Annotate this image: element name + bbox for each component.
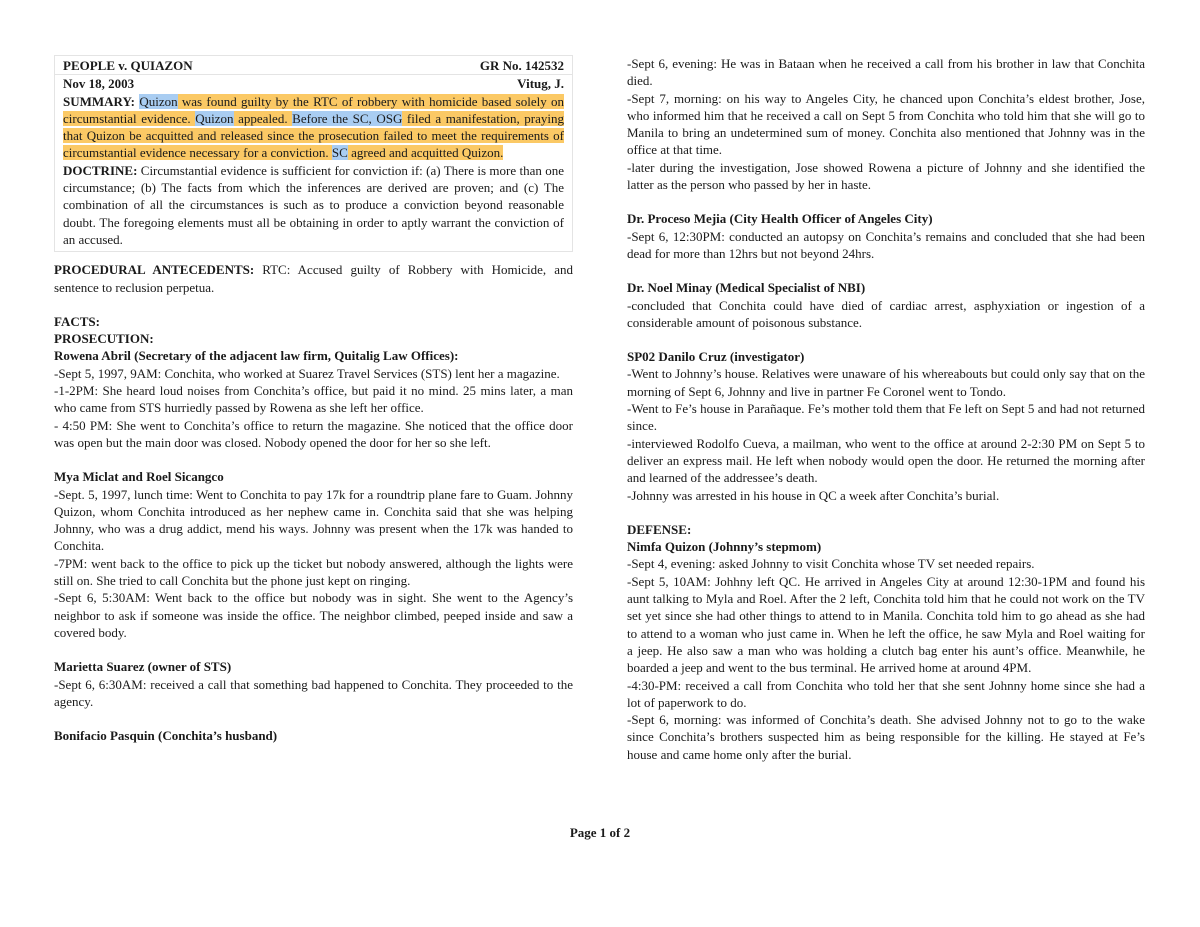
facts-heading: FACTS:	[54, 313, 100, 329]
witness-name-rowena: Rowena Abril (Secretary of the adjacent law firm, Quitalig Law Offices):	[54, 348, 459, 364]
witness-line: -4:30-PM: received a call from Conchita who told her that she sent Johnny home since she had a lot of paperwork to do.	[627, 677, 1145, 710]
case-header-row-2	[63, 75, 564, 92]
witness-line: -Sept 6, 5:30AM: Went back to the office but nobody was in sight. She went to the Agency’s neighbor to ask if someone was inside the office. The neighbor climbed, peeped inside and saw a covered body.	[54, 590, 573, 640]
witness-line: -Sept 4, evening: asked Johnny to visit Conchita whose TV set needed repairs.	[627, 556, 1035, 572]
witness-name-mya: Mya Miclat and Roel Sicangco	[54, 469, 224, 485]
procedural-paragraph	[54, 261, 573, 296]
witness-line: -later during the investigation, Jose showed Rowena a picture of Johnny and she identified the latter as the person who passed by her in haste.	[627, 159, 1145, 193]
witness-line: -1-2PM: She heard loud noises from Conchita’s office, but paid it no mind. 25 mins later, a man who came from STS hurriedly passed by Rowena as she left her office.	[54, 383, 573, 416]
witness-name-nimfa: Nimfa Quizon (Johnny’s stepmom)	[627, 539, 822, 555]
case-title: PEOPLE v. QUIAZON	[63, 58, 193, 73]
summary-highlight-4: appealed.	[233, 110, 293, 126]
doctrine-text: Circumstantial evidence is sufficient for conviction if: (a) There is more than one circumstance; (b) The facts from which the inferences are derived are proven; and (c) The combination of all the circumstances is such as to produce a conviction beyond reasonable doubt. The foregoing elements must all be obtaining in order to aptly warrant the conviction of an accused.	[63, 162, 564, 247]
witness-name-mejia: Dr. Proceso Mejia (City Health Officer of Angeles City)	[627, 211, 933, 227]
summary-highlight-8: agreed and acquitted Quizon.	[347, 145, 504, 161]
procedural-label: PROCEDURAL ANTECEDENTS:	[54, 262, 255, 278]
case-date: Nov 18, 2003	[63, 76, 135, 92]
witness-name-marietta: Marietta Suarez (owner of STS)	[54, 659, 232, 675]
witness-line: - 4:50 PM: She went to Conchita’s office to return the magazine. She noticed that the office door was open but the main door was closed. Nobody opened the door for her so she left.	[54, 417, 573, 450]
case-header-row-1	[55, 57, 572, 75]
gr-number: GR No. 142532	[479, 58, 564, 73]
left-column	[54, 55, 573, 744]
witness-line: -Sept 6, morning: was informed of Conchita’s death. She advised Johnny not to go to the wake since Conchita’s brothers suspected him as being responsible for the killing. He stayed at Fe’s house and came home only after the burial.	[627, 712, 1145, 762]
ponente: Vitug, J.	[517, 76, 564, 92]
witness-line: -Sept 6, 6:30AM: received a call that something bad happened to Conchita. They proceeded to the agency.	[54, 676, 573, 709]
witness-line: -Sept 6, 12:30PM: conducted an autopsy on Conchita’s remains and concluded that she had been dead for more than 12hrs but not beyond 24hrs.	[627, 228, 1145, 261]
witness-line: -Johnny was arrested in his house in QC a week after Conchita’s burial.	[627, 487, 1000, 503]
prosecution-heading: PROSECUTION:	[54, 331, 154, 347]
page-number: Page 1 of 2	[569, 825, 631, 840]
witness-name-minay: Dr. Noel Minay (Medical Specialist of NBI)	[627, 280, 866, 296]
witness-line: -Went to Fe’s house in Parañaque. Fe’s mother told them that Fe left on Sept 5 and had not returned since.	[627, 401, 1145, 434]
right-column	[627, 55, 1145, 763]
witness-line: -Sept 6, evening: He was in Bataan when he received a call from his brother in law that Conchita died.	[627, 56, 1145, 89]
summary-highlight-5: Before the SC, OSG	[292, 110, 403, 126]
witness-line: -Sept 7, morning: on his way to Angeles City, he chanced upon Conchita’s eldest brother, Jose, who informed him that he received a call on Sept 5 from Conchita who told him that she will go to Manila to bring an undetermined sum of money. Conchita also mentioned that Johnny was in the office at that time.	[627, 90, 1145, 158]
summary-label: SUMMARY:	[63, 93, 136, 109]
witness-line: -7PM: went back to the office to pick up the ticket but nobody answered, although the lights were still on. She tried to call Conchita but the phone just kept on ringing.	[54, 555, 573, 589]
witness-line: -Went to Johnny’s house. Relatives were unaware of his whereabouts but could only say that on the morning of Sept 6, Johnny and live in partner Fe Coronel went to Tondo.	[627, 366, 1145, 399]
summary-highlight-6: filed a manifestation, praying that Quizon be acquitted and released since the prosecution failed to meet the requirements of circumstantial evidence necessary for a conviction.	[63, 110, 564, 161]
summary-highlight-3: Quizon	[195, 110, 234, 126]
witness-name-bonifacio: Bonifacio Pasquin (Conchita’s husband)	[54, 728, 278, 744]
witness-line: -concluded that Conchita could have died of cardiac arrest, asphyxiation or ingestion of a considerable amount of poisonous substance.	[627, 297, 1145, 330]
summary-highlight-2: was found guilty by the RTC of robbery with homicide based solely on circumstantial evidence.	[63, 93, 564, 126]
procedural-text: RTC: Accused guilty of Robbery with Homicide, and sentence to reclusion perpetua.	[54, 262, 573, 295]
doctrine-paragraph	[63, 162, 564, 248]
summary-highlight-1: Quizon	[139, 93, 178, 109]
witness-line: -Sept 5, 10AM: Johhny left QC. He arrived in Angeles City at around 12:30-1PM and found his aunt talking to Myla and Roel. After the 2 left, Conchita told him that he could not work on the TV set yet since she had other things to attend to in Manila. Conchita told him to go ahead as she had to attend to a woman who just came in. When he left the office, he saw Myla and Roel waiting for a jeep. He also saw a man who was holding a clutch bag enter his aunt’s office. Meanwhile, he boarded a jeep and went to the bus terminal. He arrived home at around 4PM.	[627, 573, 1145, 676]
witness-line: -Sept 5, 1997, 9AM: Conchita, who worked at Suarez Travel Services (STS) lent her a magazine.	[54, 365, 560, 381]
witness-line: -interviewed Rodolfo Cueva, a mailman, who went to the office at around 2-2:30 PM on Sept 5 to deliver an express mail. He left when nobody would open the door. He returned the morning after and learned of the addressee’s death.	[627, 435, 1145, 486]
summary-highlight-7: SC	[331, 145, 348, 161]
doctrine-label: DOCTRINE:	[63, 162, 138, 178]
summary-paragraph	[63, 93, 564, 162]
witness-name-cruz: SP02 Danilo Cruz (investigator)	[627, 349, 805, 365]
defense-heading: DEFENSE:	[627, 521, 692, 537]
witness-line: -Sept. 5, 1997, lunch time: Went to Conchita to pay 17k for a roundtrip plane fare to Guam. Johnny Quizon, whom Conchita introduced as her nephew came in. Conchita said that she was helping Johnny, who was a drug addict, mend his ways. Johnny was present when the 17k was handed to Conchita.	[54, 486, 573, 554]
case-header-box	[54, 55, 573, 252]
